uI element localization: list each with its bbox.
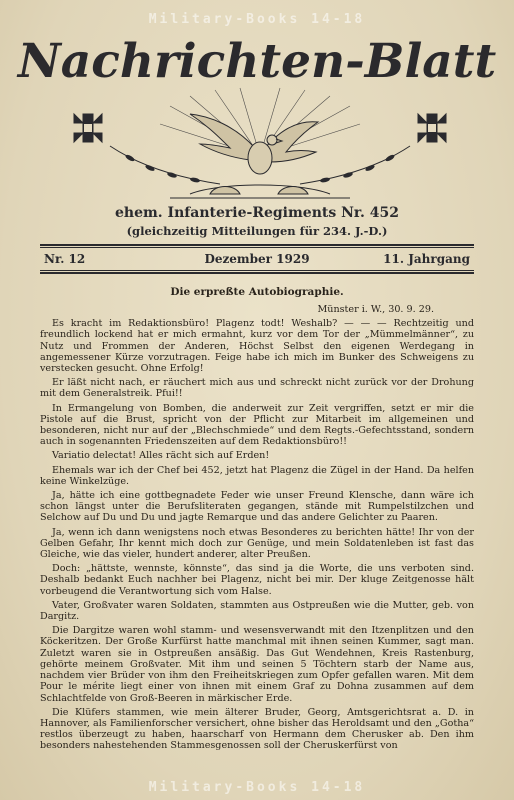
article-title: Die erpreßte Autobiographie. — [170, 286, 344, 298]
article-paragraph: Die Klüfers stammen, wie mein älterer Bruder, Georg, Amtsgerichtsrat a. D. in Hannover, als Familienforscher versichert, ohne bisher das Heroldsamt und den „Gotha“ restlos überzeugt zu haben, haarscharf von Hermann dem Cherusker ab. Den ihm besonders nahestehenden Stammesgenossen soll der Cheruskerfürst von — [40, 706, 474, 752]
issue-date: Dezember 1929 — [204, 252, 310, 266]
watermark-top: Military-Books 14-18 — [148, 12, 366, 27]
header-rule-bottom — [40, 272, 474, 274]
division-subtitle: (gleichzeitig Mitteilungen für 234. J.-D.) — [126, 224, 388, 238]
watermark-bottom: Military-Books 14-18 — [148, 780, 366, 795]
issue-number: Nr. 12 — [44, 252, 86, 266]
iron-cross-right-icon — [418, 114, 446, 142]
header-rule-top — [40, 244, 474, 246]
article-paragraph: Ehemals war ich der Chef bei 452, jetzt hat Plagenz die Zügel in der Hand. Da helfen keine Winkelzüge. — [40, 464, 474, 487]
iron-cross-left-icon — [74, 114, 102, 142]
header-rule-top-thin — [40, 247, 474, 248]
article-paragraph: Die Dargitze waren wohl stamm- und wesensverwandt mit den Itzenplitzen und den Köckeritzen. Der Große Kurfürst hatte manchmal mit ihnen seinen Kummer, sagt man. Zuletzt waren sie in Ostpreußen ansäßig. Das Gut Wendehnen, Kreis Rastenburg, gehörte meinem Großvater. Mit ihm und seinen 5 Töchtern starb der Name aus, nachdem vier Brüder von ihm den Freiheitskriegen zum Opfer gefallen waren. Mit dem Pour le mérite liegt einer von ihnen mit einem Graf zu Dohna zusammen auf dem Schlachtfelde von Groß-Beeren in märkischer Erde. — [40, 625, 474, 704]
masthead-title: Nachrichten-Blatt — [17, 34, 497, 89]
article-paragraph: Doch: „hättste, wennste, könnste“, das sind ja die Worte, die uns verboten sind. Deshalb bedankt Euch nachher bei Plagenz, nicht bei mir. Der kluge Zeitgenosse hält vorbeugend die Verantwortung sich vom Halse. — [40, 563, 474, 597]
article-body — [40, 304, 474, 755]
article-paragraph: Er läßt nicht nach, er räuchert mich aus und schreckt nicht zurück vor der Drohung mit dem Generalstreik. Pfui!! — [40, 377, 474, 400]
article-paragraph: Es kracht im Redaktionsbüro! Plagenz todt! Weshalb? — — — Rechtzeitig und freundlich lockend hat er mich ermahnt, kurz vor dem Tor der „Mümmelmänner“, zu Nutz und Frommen der Anderen, Höchst Selbst den eigenen Werdegang in angemessener Kürze vorzutragen. Feige habe ich mich im Bunker des Schweigens zu verstecken gesucht. Ohne Erfolg! — [40, 318, 474, 375]
article-paragraph: Ja, wenn ich dann wenigstens noch etwas Besonderes zu berichten hätte! Ihr von der Gelben Gefahr, Ihr kennt mich doch zur Genüge, und mein Soldatenleben ist fast das Gleiche, wie das vieler, hundert anderer, alter Preußen. — [40, 526, 474, 561]
article-paragraph: Variatio delectat! Alles rächt sich auf Erden! — [52, 450, 270, 462]
header-rule-bottom-thin — [40, 270, 474, 271]
article-place-date: Münster i. W., 30. 9. 29. — [317, 304, 434, 315]
issue-info-bar — [40, 250, 474, 268]
regiment-subtitle: ehem. Infanterie-Regiments Nr. 452 — [115, 205, 399, 221]
article-paragraph: Vater, Großvater waren Soldaten, stammten aus Ostpreußen wie die Mutter, geb. von Dargitz. — [40, 599, 474, 623]
volume-year: 11. Jahrgang — [383, 252, 470, 266]
article-paragraph: In Ermangelung von Bomben, die anderweit zur Zeit vergriffen, setzt er mir die Pistole auf die Brust, spricht von der Pflicht zur Mitarbeit im allgemeinen und besonderen, nicht nur auf der „Blechschmiede“ und dem Regts.-Gefechtsstand, sondern auch in sogenannten Friedenszeiten auf dem Redaktionsbüro!! — [40, 402, 474, 448]
article-paragraph: Ja, hätte ich eine gottbegnadete Feder wie unser Freund Klensche, dann wäre ich schon längst unter die Berufsliteraten gegangen, stände mit Rumpelstilzchen und Selchow auf Du und Du und jagte Remarque und das andere Gelichter zu Paaren. — [40, 490, 474, 524]
eagle-emblem-illustration — [50, 86, 470, 206]
